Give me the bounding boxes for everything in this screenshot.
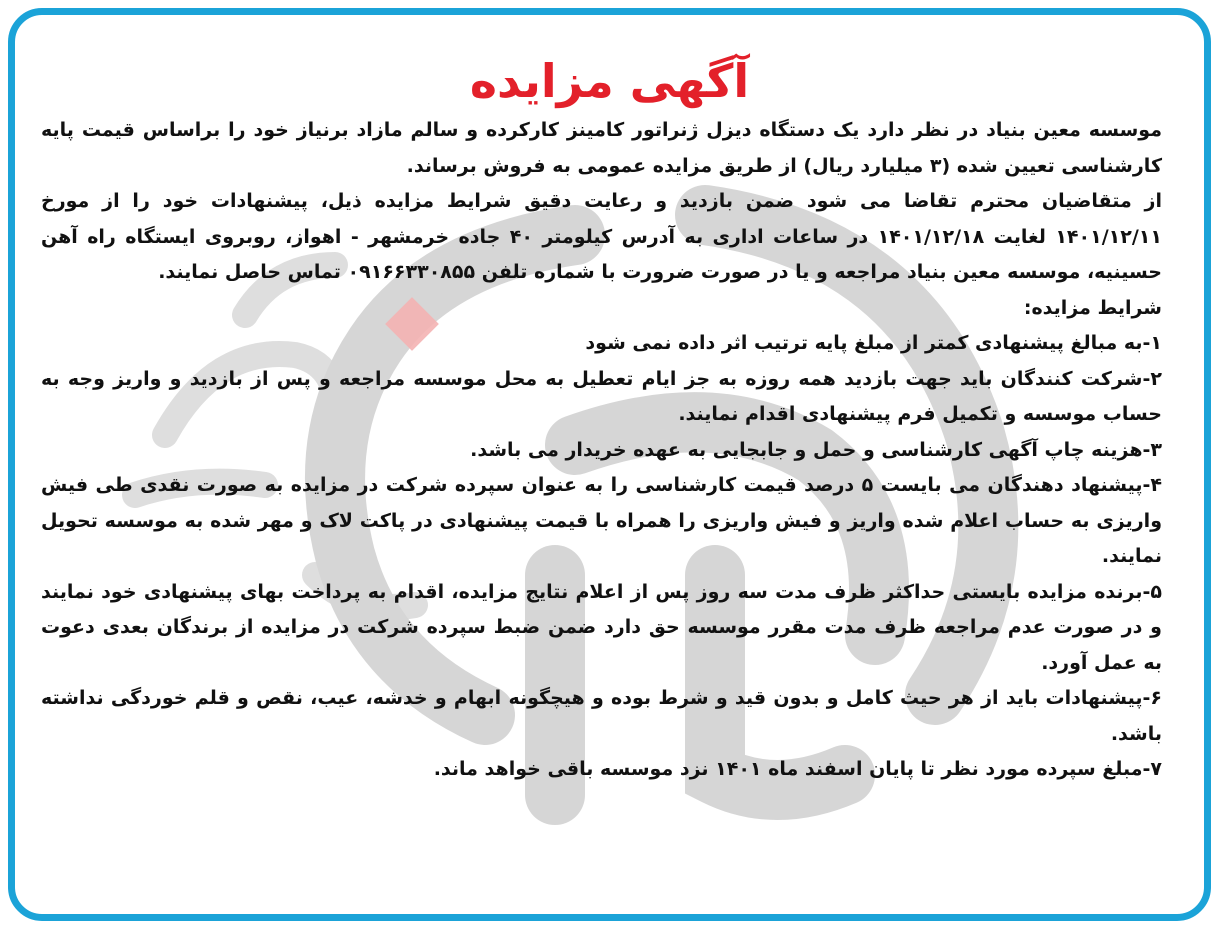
condition-item: ۷-مبلغ سپرده مورد نظر تا پایان اسفند ماه ۱۴۰۱ نزد موسسه باقی خواهد ماند. xyxy=(433,758,1162,780)
condition-item: ۵-برنده مزایده بایستی حداکثر ظرف مدت سه روز پس از اعلام نتایج مزایده، اقدام به پرداخت بهای پیشنهادی خود نمایند و در صورت عدم مراجعه ظرف مدت مقرر موسسه حق دارد ضمن ضبط سپرده شرکت در مزایده از برندگان بعدی دعوت به عمل آورد. xyxy=(41,580,1162,674)
notice-body xyxy=(41,113,1178,788)
condition-item: ۱-به مبالغ پیشنهادی کمتر از مبلغ پایه ترتیب اثر داده نمی شود xyxy=(585,332,1162,354)
notice-frame xyxy=(8,8,1211,921)
condition-item: ۶-پیشنهادات باید از هر حیث کامل و بدون قید و شرط بوده و هیچگونه ابهام و خدشه، عیب، نقص و قلم خوردگی نداشته باشد. xyxy=(41,687,1162,745)
condition-item: ۳-هزینه چاپ آگهی کارشناسی و حمل و جابجایی به عهده خریدار می باشد. xyxy=(470,438,1162,461)
condition-item: ۴-پیشنهاد دهندگان می بایست ۵ درصد قیمت کارشناسی را به عنوان سپرده شرکت در مزایده به صورت نقدی طی فیش واریزی به حساب اعلام شده واریز و فیش واریزی را همراه با قیمت پیشنهادی در پاکت لاک و مهر شده به موسسه تحویل نمایند. xyxy=(41,474,1162,567)
notice-title: آگهی مزایده xyxy=(469,54,750,108)
conditions-heading: شرایط مزایده: xyxy=(1023,296,1162,319)
notice-intro: موسسه معین بنیاد در نظر دارد یک دستگاه دیزل ژنراتور کامینز کارکرده و سالم مازاد برنیاز خود را براساس قیمت پایه کارشناسی تعیین شده (۳ میلیارد ریال) از طریق مزایده عمومی به فروش برساند. xyxy=(41,119,1162,177)
notice-request: از متقاضیان محترم تقاضا می شود ضمن بازدید و رعایت دقیق شرایط مزایده ذیل، پیشنهادات خود را از مورخ ۱۴۰۱/۱۲/۱۱ لغایت ۱۴۰۱/۱۲/۱۸ در ساعات اداری به آدرس کیلومتر ۴۰ جاده خرمشهر - اهواز، روبروی ایستگاه راه آهن حسینیه، موسسه معین بنیاد مراجعه و یا در صورت ضرورت با شماره تلفن ۰۹۱۶۶۳۳۰۸۵۵ تماس حاصل نمایند. xyxy=(41,190,1162,283)
condition-item: ۲-شرکت کنندگان باید جهت بازدید همه روزه به جز ایام تعطیل به محل موسسه مراجعه و پس از بازدید و واریز وجه به حساب موسسه و تکمیل فرم پیشنهادی اقدام نمایند. xyxy=(41,367,1162,425)
